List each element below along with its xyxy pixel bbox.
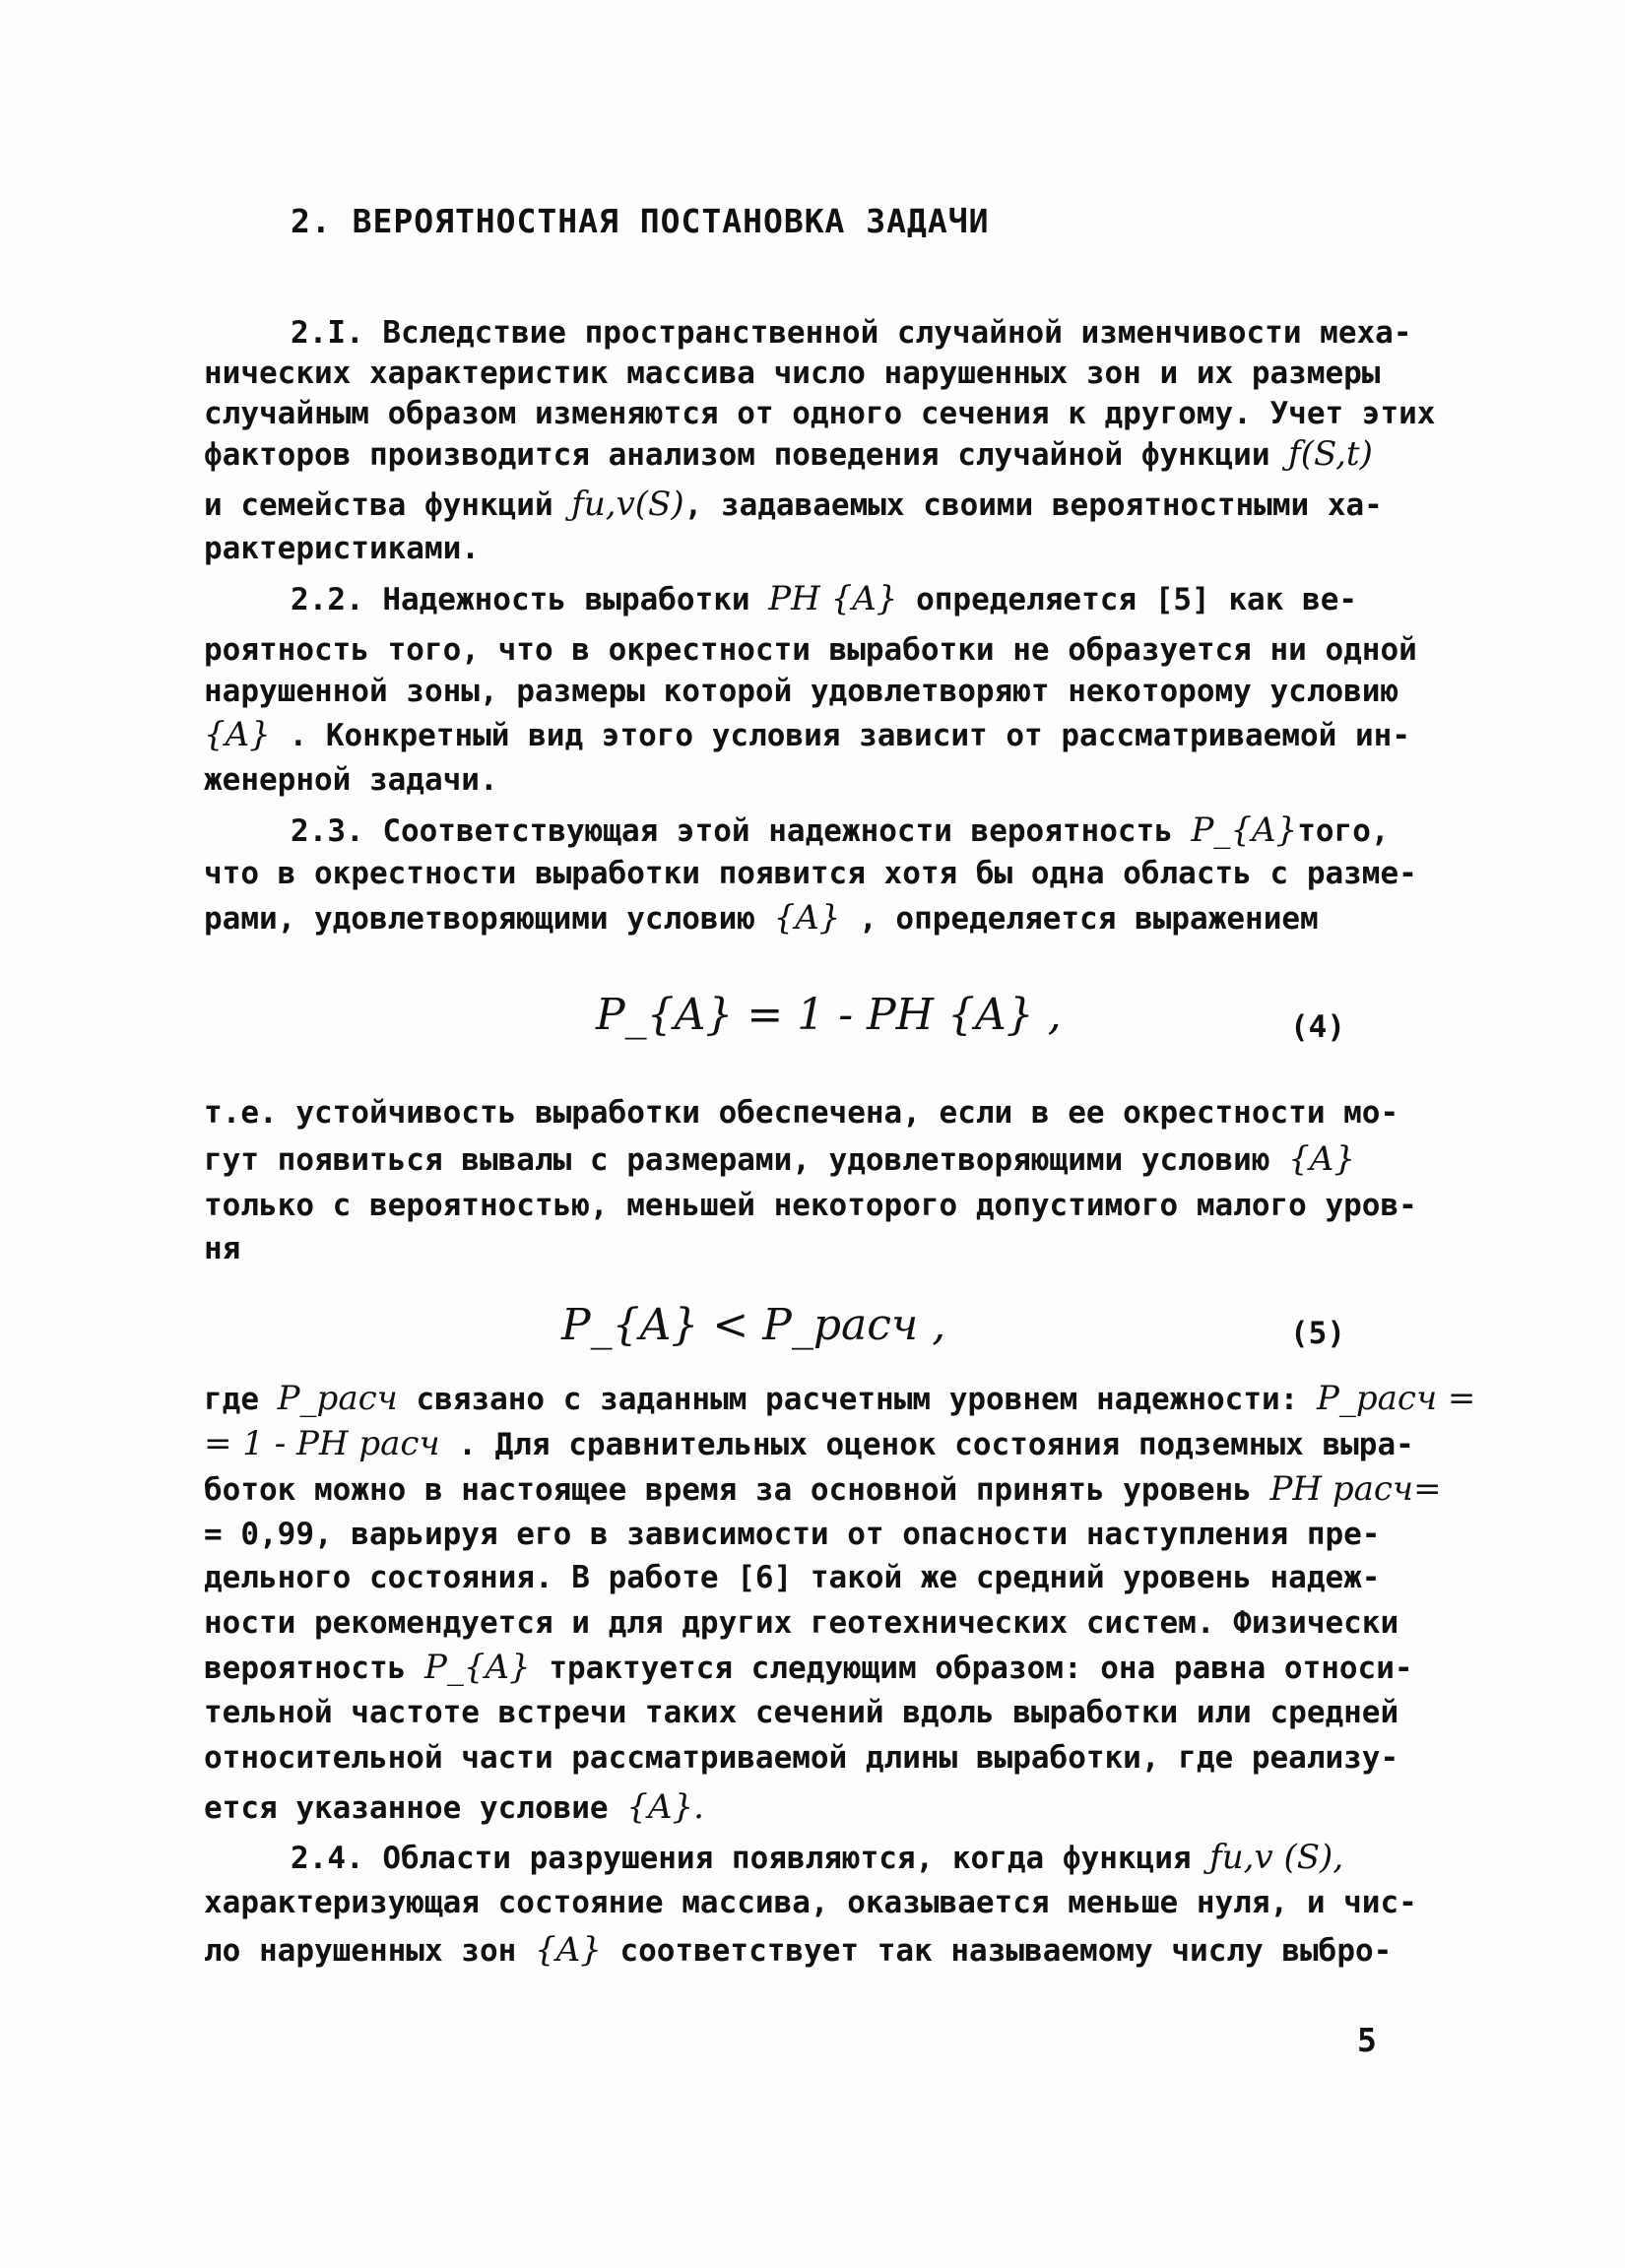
equation-4: P_{A} = 1 - PH {A} ,	[596, 990, 1062, 1040]
math-expression: {A}.	[626, 1787, 704, 1827]
text-fragment: и семейства функций	[204, 487, 553, 523]
text-fragment: рами, удовлетворяющими условию	[204, 901, 755, 937]
math-expression: P_{A}	[423, 1648, 531, 1687]
text-line: только с вероятностью, меньшей некоторого допустимого малого уров-	[204, 1188, 1417, 1223]
text-line: что в окрестности выработки появится хотя бы одна область с разме-	[204, 856, 1417, 891]
math-expression: {A}	[534, 1930, 602, 1970]
text-fragment: факторов производится анализом поведения случайной функции	[204, 437, 1270, 473]
text-line: нических характеристик массива число нарушенных зон и их размеры	[204, 356, 1381, 391]
math-expression: {A}	[204, 715, 271, 754]
text-line	[204, 715, 1410, 755]
text-line	[204, 434, 1373, 475]
text-fragment: трактуется следующим образом: она равна относи-	[549, 1651, 1413, 1686]
math-expression: P_{A}	[1191, 810, 1298, 850]
equation-number: (5)	[1290, 1316, 1345, 1351]
text-line: = 0,99, варьируя его в зависимости от опасности наступления пре-	[204, 1517, 1381, 1552]
math-expression: {A}	[1288, 1139, 1355, 1179]
text-fragment: связано с заданным расчетным уровнем надежности:	[416, 1382, 1299, 1417]
text-line: тельной частоте встречи таких сечений вдоль выработки или средней	[204, 1695, 1399, 1730]
math-expression: ƒu,v (S),	[1209, 1838, 1344, 1877]
text-fragment: где	[204, 1382, 259, 1417]
math-expression: ƒu,v(S)	[571, 485, 684, 524]
equation-number: (4)	[1290, 1009, 1345, 1045]
text-line	[204, 1139, 1355, 1180]
text-line: характеризующая состояние массива, оказывается меньше нуля, и чис-	[204, 1885, 1417, 1920]
text-fragment: ется указанное условие	[204, 1790, 609, 1826]
text-line	[204, 1787, 704, 1828]
text-line: относительной части рассматриваемой длины выработки, где реализу-	[204, 1740, 1399, 1776]
text-line	[204, 485, 1383, 525]
text-fragment: соответствует так называемому числу выбро-	[619, 1933, 1393, 1969]
text-line	[204, 1424, 1414, 1464]
page-number: 5	[1357, 2021, 1377, 2059]
text-line: 2.I. Вследствие пространственной случайной изменчивости меха-	[291, 315, 1412, 351]
text-line: рактеристиками.	[204, 531, 480, 566]
text-line: дельного состояния. В работе [6] такой же средний уровень надеж-	[204, 1560, 1381, 1595]
text-line	[291, 810, 1390, 851]
math-expression: P_расч	[277, 1379, 398, 1418]
text-line: женерной задачи.	[204, 762, 498, 798]
text-line	[204, 1648, 1413, 1688]
text-line	[204, 1379, 1475, 1419]
text-fragment: боток можно в настоящее время за основной принять уровень	[204, 1472, 1252, 1508]
text-fragment: , задаваемых своими вероятностными ха-	[683, 487, 1383, 523]
text-line: роятность того, что в окрестности выработки не образуется ни одной	[204, 632, 1417, 668]
text-line: т.е. устойчивость выработки обеспечена, если в ее окрестности мо-	[204, 1095, 1399, 1131]
text-fragment: гут появиться вывалы с размерами, удовлетворяющими условию	[204, 1142, 1270, 1178]
text-fragment: определяется [5] как ве-	[916, 582, 1358, 617]
math-expression: P_расч =	[1316, 1379, 1476, 1418]
math-expression: ƒ(S,t)	[1288, 434, 1373, 474]
text-fragment: вероятность	[204, 1651, 407, 1686]
text-line	[204, 1469, 1442, 1510]
math-expression: = 1 - PH расч	[204, 1424, 440, 1463]
text-line: нарушенной зоны, размеры которой удовлетворяют некоторому условию	[204, 674, 1399, 709]
math-expression: {A}	[773, 898, 841, 938]
text-fragment: 2.4. Области разрушения появляются, когда функция	[291, 1841, 1192, 1876]
text-fragment: того,	[1297, 813, 1390, 849]
text-line	[204, 1930, 1392, 1971]
equation-5: P_{A} < P_расч ,	[561, 1300, 946, 1350]
text-fragment: . Для сравнительных оценок состояния подземных выра-	[458, 1427, 1414, 1462]
text-line: ня	[204, 1231, 241, 1266]
math-expression: PH расч=	[1269, 1469, 1442, 1509]
text-fragment: 2.2. Надежность выработки	[291, 582, 750, 617]
math-expression: PH {A}	[768, 579, 898, 618]
section-heading: 2. ВЕРОЯТНОСТНАЯ ПОСТАНОВКА ЗАДАЧИ	[291, 202, 990, 240]
text-fragment: 2.3. Соответствующая этой надежности вероятность	[291, 813, 1173, 849]
text-line	[291, 1838, 1343, 1878]
text-line	[204, 898, 1319, 939]
text-line	[291, 579, 1357, 619]
text-fragment: , определяется выражением	[859, 901, 1319, 937]
text-fragment: ло нарушенных зон	[204, 1933, 517, 1969]
text-fragment: . Конкретный вид этого условия зависит от рассматриваемой ин-	[289, 718, 1410, 753]
text-line: случайным образом изменяются от одного сечения к другому. Учет этих	[204, 396, 1436, 431]
text-line: ности рекомендуется и для других геотехнических систем. Физически	[204, 1605, 1399, 1641]
